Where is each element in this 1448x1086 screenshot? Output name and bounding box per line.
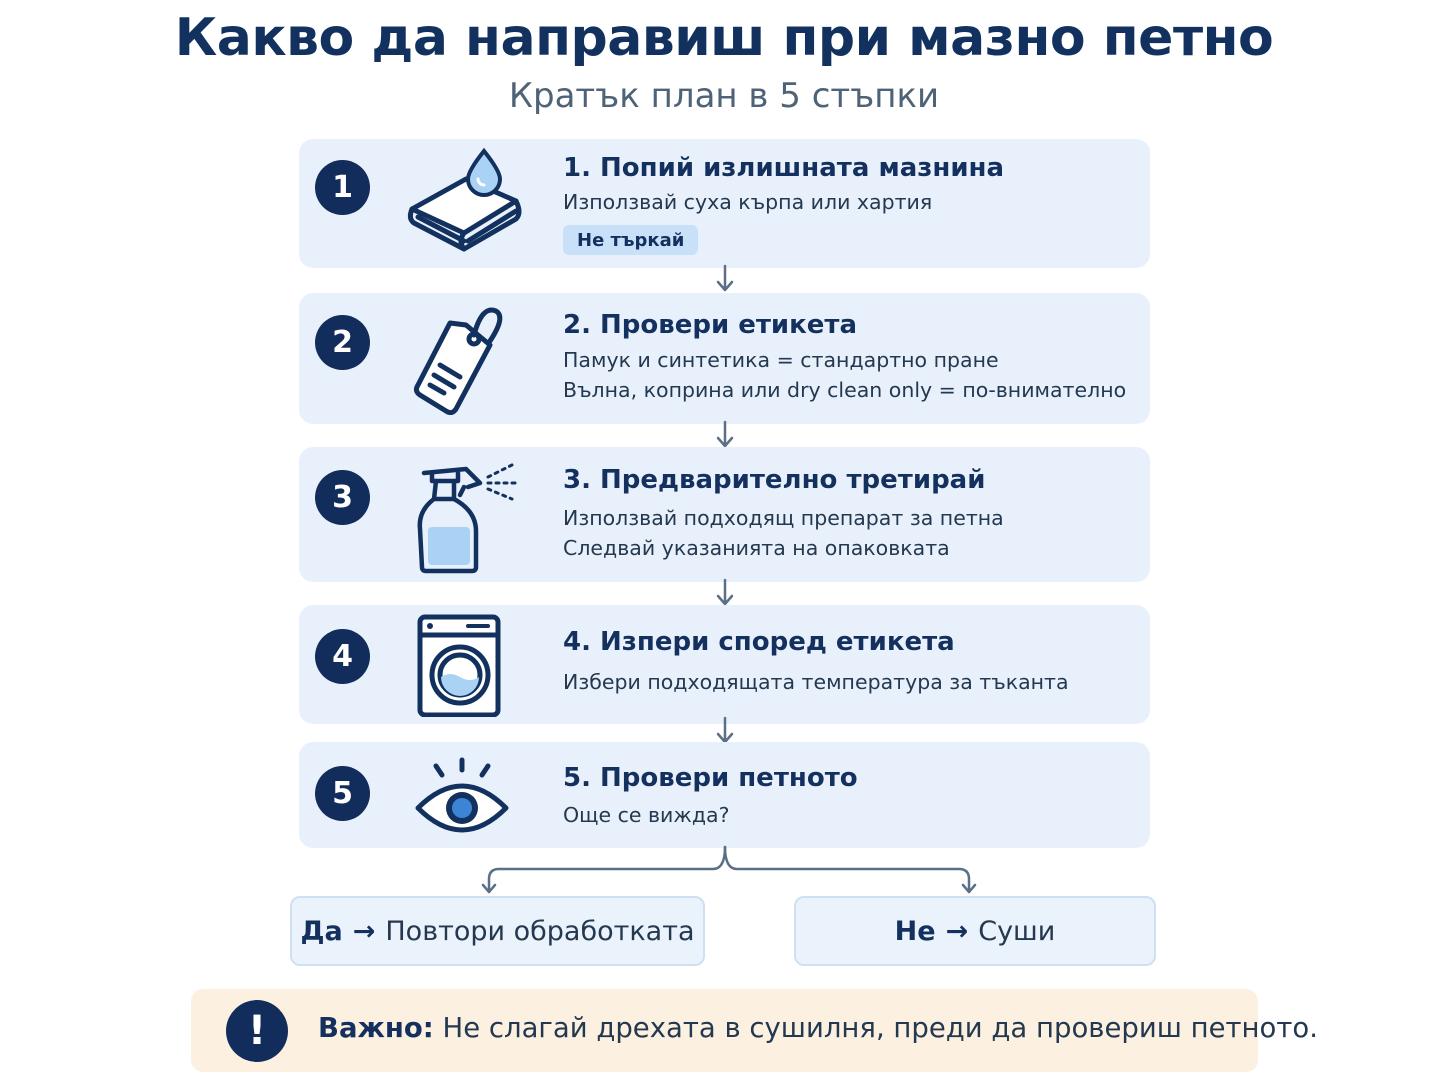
arrow-right-icon: → <box>945 915 969 947</box>
step-title: 2. Провери етикета <box>563 310 858 340</box>
flow-arrow-icon <box>712 264 738 294</box>
page-subtitle: Кратък план в 5 стъпки <box>508 76 940 116</box>
branch-answer: Да <box>300 915 343 947</box>
spray-bottle-icon <box>404 459 524 575</box>
branch-action: Повтори обработката <box>385 915 695 947</box>
towel-droplet-icon <box>404 147 534 257</box>
step-card-3 <box>299 447 1150 582</box>
warning-message: Не слагай дрехата в сушилня, преди да провериш петното. <box>442 1012 1318 1044</box>
warning-label: Важно: <box>318 1012 434 1044</box>
branch-answer: Не <box>894 915 936 947</box>
clothing-tag-icon <box>404 303 514 415</box>
step-description: Вълна, коприна или dry clean only = по-внимателно <box>563 378 1127 402</box>
step-description: Следвай указанията на опаковката <box>563 536 950 560</box>
step-description: Използвай суха кърпа или хартия <box>563 190 933 214</box>
step-number-badge: 2 <box>315 315 370 370</box>
step-card-5 <box>299 742 1150 848</box>
step-card-2 <box>299 293 1150 424</box>
arrow-right-icon: → <box>352 915 376 947</box>
step-number-badge: 1 <box>315 160 370 215</box>
branch-yes <box>290 896 705 966</box>
step-title: 4. Изпери според етикета <box>563 627 955 657</box>
exclamation-icon: ! <box>226 1000 288 1062</box>
step-title: 5. Провери петното <box>563 763 858 793</box>
step-number-badge: 5 <box>315 766 370 821</box>
warning-banner <box>191 989 1318 1072</box>
branch-no <box>794 896 1156 966</box>
step-description: Още се вижда? <box>563 803 730 827</box>
page-title: Какво да направиш при мазно петно <box>174 8 1274 68</box>
warning-chip: Не търкай <box>563 225 698 255</box>
flow-arrow-icon <box>712 420 738 450</box>
step-description: Използвай подходящ препарат за петна <box>563 506 1004 530</box>
step-card-1 <box>299 139 1150 268</box>
washing-machine-icon <box>404 613 514 717</box>
warning-text <box>318 1012 1318 1044</box>
branch-action: Суши <box>978 915 1056 947</box>
branch-connector <box>465 845 985 895</box>
step-title: 3. Предварително третирай <box>563 465 986 495</box>
step-card-4 <box>299 605 1150 724</box>
flow-arrow-icon <box>712 578 738 608</box>
step-title: 1. Попий излишната мазнина <box>563 153 1005 183</box>
step-number-badge: 4 <box>315 629 370 684</box>
eye-icon <box>404 756 514 840</box>
step-description: Памук и синтетика = стандартно пране <box>563 348 999 372</box>
step-description: Избери подходящата температура за тъканта <box>563 670 1069 694</box>
step-number-badge: 3 <box>315 470 370 525</box>
